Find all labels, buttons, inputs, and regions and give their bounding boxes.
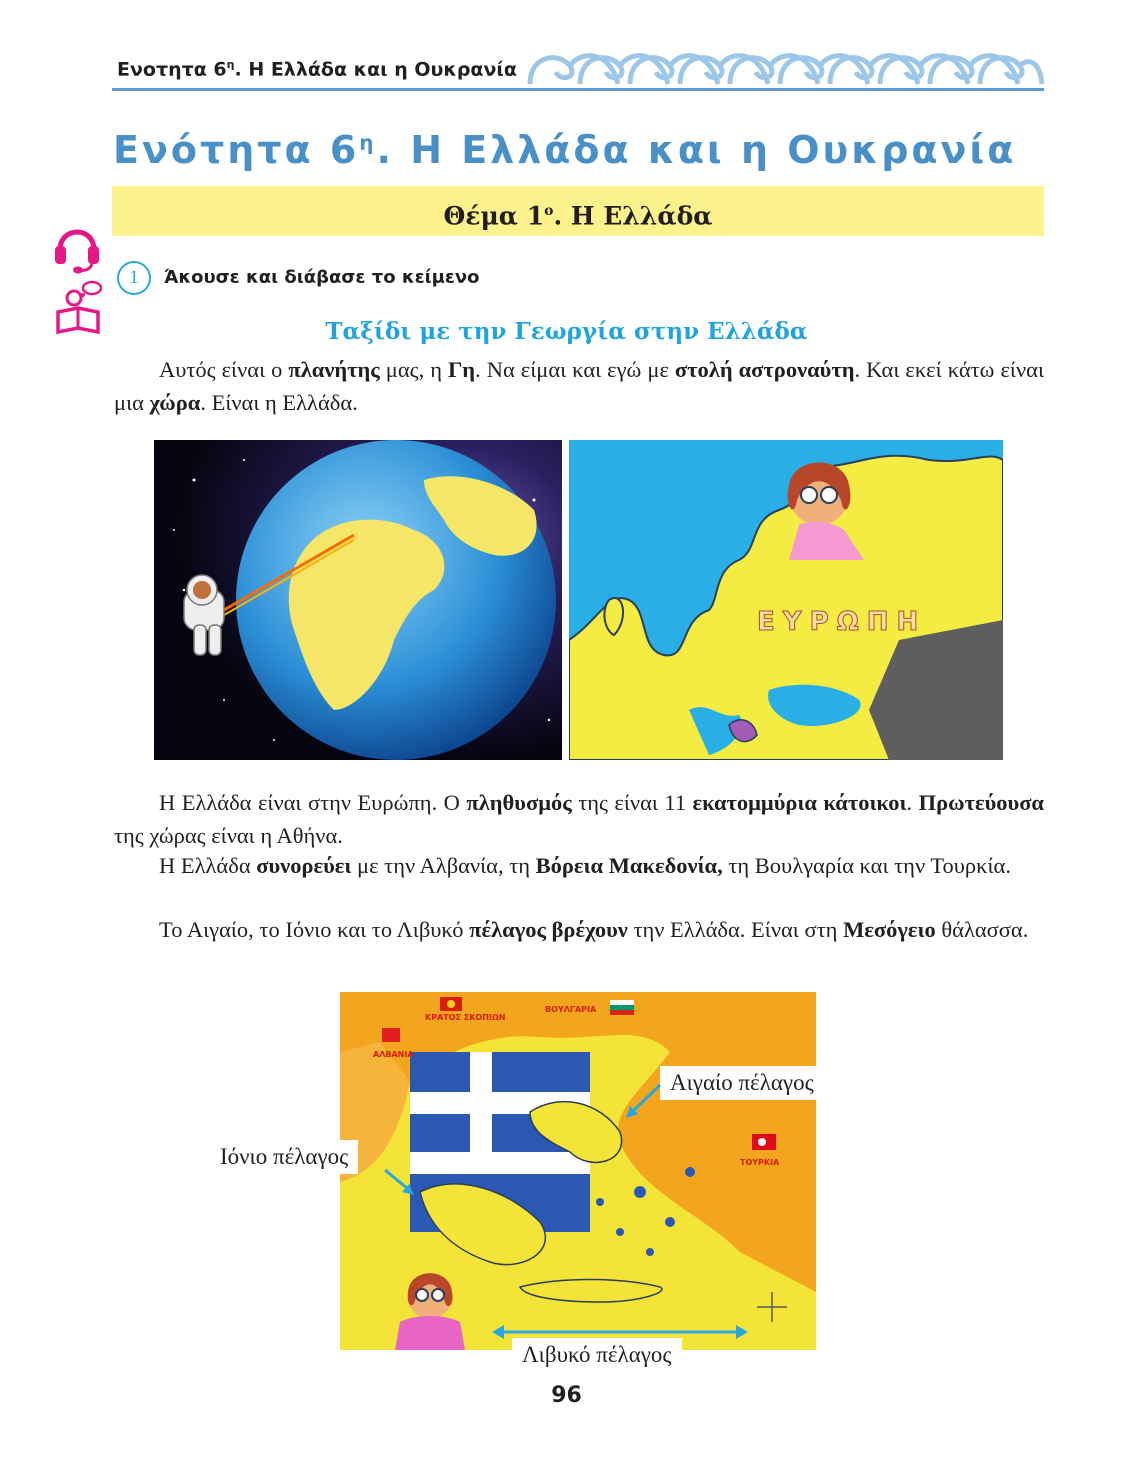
- header-rule: [112, 88, 1044, 91]
- wave-decoration: [520, 44, 1045, 88]
- paragraph-2: Η Ελλάδα είναι στην Ευρώπη. Ο πληθυσμός της είναι 11 εκατομμύρια κάτοικοι. Πρωτεύουσα της χώρας είναι η Αθήνα.: [114, 790, 1044, 848]
- page-number: 96: [551, 1383, 582, 1408]
- exercise-number: 1: [117, 261, 151, 295]
- story-title: Ταξίδι με την Γεωργία στην Ελλάδα: [325, 318, 808, 345]
- country-label-skopje: ΚΡΑΤΟΣ ΣΚΟΠΙΩΝ: [425, 1013, 506, 1022]
- unit-title: Ενότητα $6^\eta$. Η Ελλάδα και η Ουκρανία: [113, 128, 1017, 172]
- europe-label: ΕΥΡΩΠΗ: [757, 607, 927, 637]
- europe-map-image: [569, 440, 1003, 760]
- ionian-arrow-icon: [380, 1165, 420, 1200]
- earth-astronaut-image: [154, 440, 562, 760]
- libyan-sea-label: Λιβυκό πέλαγος: [512, 1338, 682, 1372]
- paragraph-1: Αυτός είναι ο πλανήτης μας, η Γη. Να είμαι και εγώ με στολή αστροναύτη. Και εκεί κάτω είναι μια χώρα. Είναι η Ελλάδα.: [114, 357, 1045, 415]
- theme-title: Θέμα $1^o$. Η Ελλάδα: [443, 201, 713, 231]
- aegean-arrow-icon: [620, 1080, 670, 1120]
- paragraph-4: Το Αιγαίο, το Ιόνιο και το Λιβυκό πέλαγος βρέχουν την Ελλάδα. Είναι στη Μεσόγειο θάλασσα.: [159, 917, 1029, 942]
- country-label-turkey: ΤΟΥΡΚΙΑ: [740, 1158, 780, 1167]
- headphones-icon: [52, 220, 102, 274]
- country-label-albania: ΑΛΒΑΝΙΑ: [373, 1050, 414, 1059]
- paragraph-3: Η Ελλάδα συνορεύει με την Αλβανία, τη Βόρεια Μακεδονία, τη Βουλγαρία και την Τουρκία.: [159, 853, 1011, 878]
- running-head: Ενοτητα $6^\eta$. Η Ελλάδα και η Ουκρανία: [117, 58, 517, 81]
- country-label-bulgaria: ΒΟΥΛΓΑΡΙΑ: [545, 1005, 597, 1014]
- aegean-sea-label: Αιγαίο πέλαγος: [660, 1066, 824, 1100]
- exercise-instruction: Άκουσε και διάβασε το κείμενο: [164, 267, 480, 288]
- ionian-sea-label: Ιόνιο πέλαγος: [210, 1140, 358, 1174]
